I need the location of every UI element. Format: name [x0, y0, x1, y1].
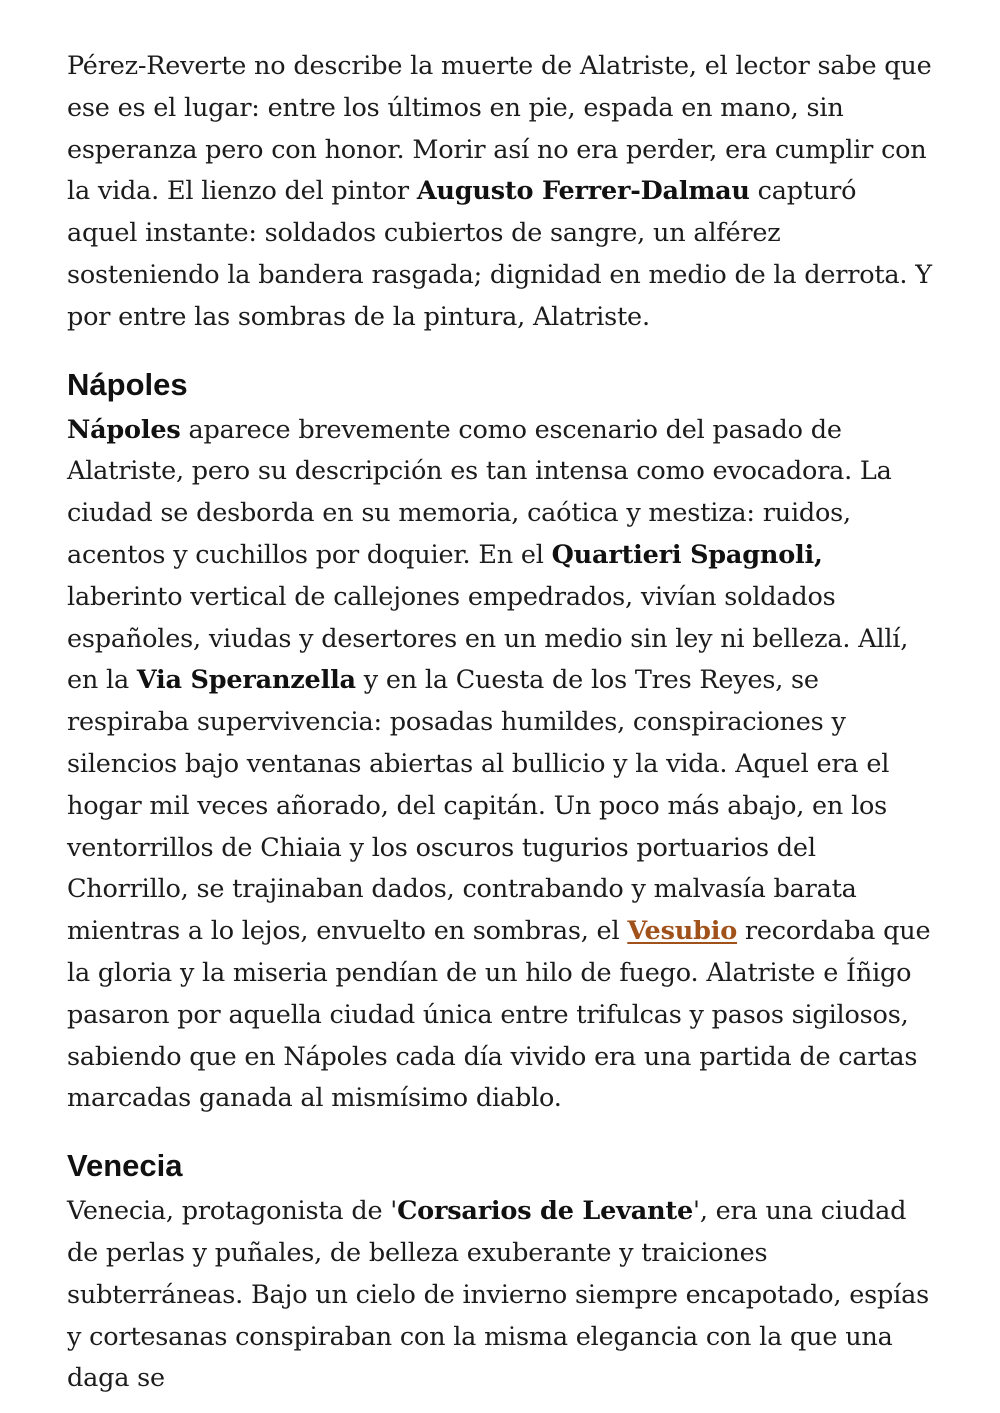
corsarios-title: Corsarios de Levante	[397, 1196, 694, 1227]
napoles-text-1: aparece brevemente como escenario del pasado de Alatriste, pero su descripción es tan intensa como evocadora. La ciudad se desborda en su memoria, caótica y mestiza: ruidos, acentos y cuchillos por doquier. En el	[67, 414, 892, 570]
napoles-heading: Nápoles	[67, 366, 188, 402]
napoles-bold-name: Nápoles	[67, 414, 181, 445]
venecia-text-2: ', era una ciudad de perlas y puñales, de belleza exuberante y traiciones subterráneas. Bajo un cielo de invierno siempre encapotado, espías y cortesanas conspiraban con la misma elegancia con la que una daga se	[67, 1196, 929, 1394]
quartieri-name: Quartieri Spagnoli,	[551, 539, 823, 570]
painter-name: Augusto Ferrer-Dalmau	[416, 176, 750, 207]
napoles-paragraph	[67, 410, 933, 1121]
venecia-heading: Venecia	[67, 1148, 183, 1184]
intro-text-2: capturó aquel instante: soldados cubiertos de sangre, un alférez sosteniendo la bandera rasgada; dignidad en medio de la derrota. Y por entre las sombras de la pintura, Alatriste.	[67, 176, 932, 332]
vesubio-link[interactable]: Vesubio	[627, 916, 738, 947]
venecia-paragraph	[67, 1191, 933, 1400]
intro-text-1: Pérez-Reverte no describe la muerte de Alatriste, el lector sabe que ese es el lugar: entre los últimos en pie, espada en mano, sin esperanza pero con honor. Morir así no era perder, era cumplir con la vida. El lienzo del pintor	[67, 51, 932, 207]
napoles-text-4: recordaba que la gloria y la miseria pendían de un hilo de fuego. Alatriste e Íñigo pasaron por aquella ciudad única entre trifulcas y pasos sigilosos, sabiendo que en Nápoles cada día vivido era una partida de cartas marcadas ganada al mismísimo diablo.	[67, 916, 931, 1114]
intro-paragraph	[67, 46, 933, 339]
napoles-text-2: laberinto vertical de callejones empedrados, vivían soldados españoles, viudas y desertores en un medio sin ley ni belleza. Allí, en la	[67, 581, 909, 696]
via-speranzella-name: Via Speranzella	[136, 665, 356, 696]
napoles-text-3: y en la Cuesta de los Tres Reyes, se respiraba supervivencia: posadas humildes, conspiraciones y silencios bajo ventanas abiertas al bullicio y la vida. Aquel era el hogar mil veces añorado, del capitán. Un poco más abajo, en los ventorrillos de Chiaia y los oscuros tugurios portuarios del Chorrillo, se trajinaban dados, contrabando y malvasía barata mientras a lo lejos, envuelto en sombras, el	[67, 665, 890, 947]
venecia-text-1: Venecia, protagonista de '	[67, 1196, 398, 1227]
article-body	[67, 46, 933, 1400]
